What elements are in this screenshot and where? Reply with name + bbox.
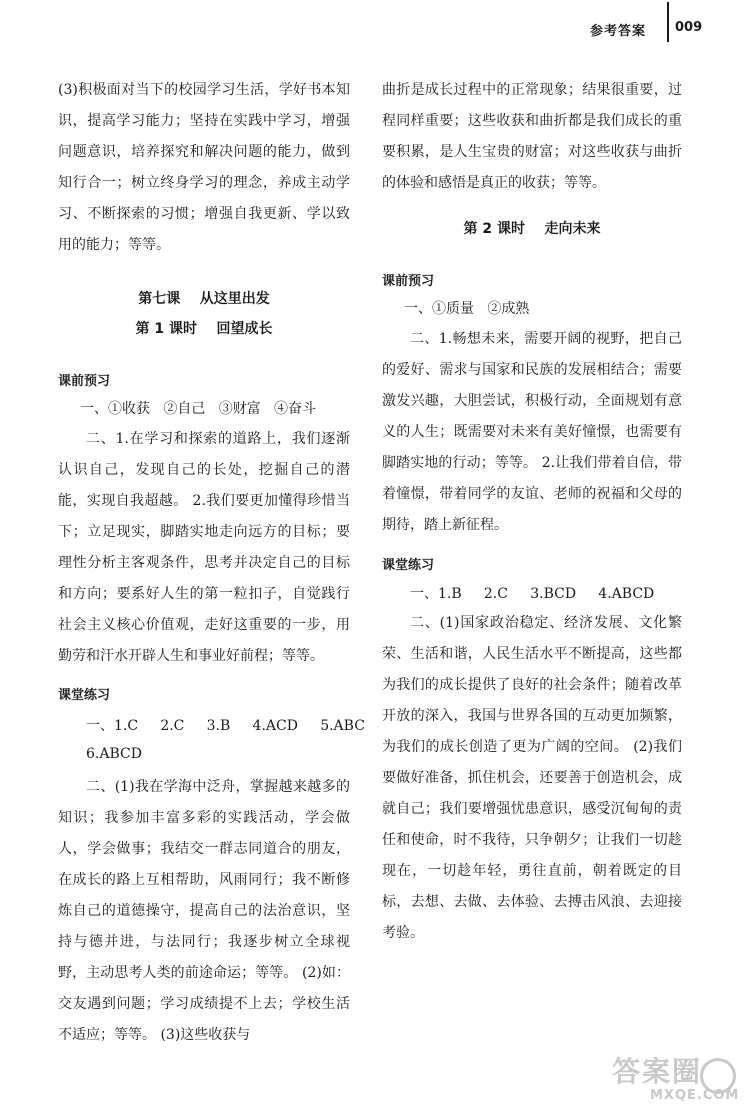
header-divider — [667, 2, 669, 42]
watermark-url: MXQE.COM — [650, 1088, 740, 1103]
right-class-answers-2: 二、(1)国家政治稳定、经济发展、文化繁荣、生活和谐，人民生活水平不断提高，这些都为我们的成长提供了良好的社会条件；随着改革开放的深入，我国与世界各国的互动更加频繁，为我们的成长创造了更为广阔的空间。 (2)我们要做好准备，抓住机会，还要善于创造机会，成就自己；我们要增强忧患意识，感受沉甸甸的责任和使命，时不我待，只争朝夕；让我们一切趁现在，一切趁年轻，勇往直前，朝着既定的目标，去想、去做、去体验、去搏击风浪、去迎接考验。 — [382, 615, 682, 941]
left-class-answers-1: 一、1.C 2.C 3.B 4.ACD 5.ABC — [86, 718, 365, 734]
watermark-text: 答案圈 — [612, 1055, 703, 1088]
right-preview-heading: 课前预习 — [382, 274, 435, 289]
page-number: 009 — [675, 20, 703, 35]
header-title: 参考答案 — [590, 24, 647, 39]
left-class-heading: 课堂练习 — [58, 688, 111, 703]
lesson-title: 第七课 从这里出发 — [138, 291, 270, 307]
session-title-1: 第 1 课时 回望成长 — [135, 321, 273, 337]
left-paragraph-1: (3)积极面对当下的校园学习生活，学好书本知识，提高学习能力；坚持在实践中学习，增强问题意识，培养探究和解决问题的能力，做到知行合一；树立终身学习的理念，养成主动学习、不断探索的习惯；增强自我更新、学以致用的能力；等等。 — [58, 82, 350, 253]
left-class-answers-2: 二、(1)我在学海中泛舟，掌握越来越多的知识；我参加丰富多彩的实践活动，学会做人，学会做事；我结交一群志同道合的朋友，在成长的路上互相帮助，风雨同行；我不断修炼自己的道德操守，提高自己的法治意识，坚持与德并进，与法同行；我逐步树立全球视野，主动思考人类的前途命运；等等。 (2)如：交友遇到问题；学习成绩提不上去；学校生活不适应；等等。 (3)这些收获与 — [58, 779, 350, 1043]
left-preview-heading: 课前预习 — [58, 374, 111, 389]
right-preview-answers-1: 一、①质量 ②成熟 — [404, 301, 530, 317]
right-class-heading: 课堂练习 — [382, 558, 435, 573]
left-preview-answers-2: 二、1.在学习和探索的道路上，我们逐渐认识自己，发现自己的长处，挖掘自己的潜能，实现自我超越。 2.我们要更加懂得珍惜当下；立足现实，脚踏实地走向远方的目标；要理性分析主客观条件，思考并决定自己的目标和方向；要系好人生的第一粒扣子，自觉践行社会主义核心价值观，走好这重要的一步，用勤劳和汗水开辟人生和事业好前程；等等。 — [58, 431, 350, 664]
right-paragraph-1: 曲折是成长过程中的正常现象；结果很重要，过程同样重要；这些收获和曲折都是我们成长的重要积累，是人生宝贵的财富；对这些收获与曲折的体验和感悟是真正的收获；等等。 — [382, 82, 682, 191]
watermark-logo — [612, 1055, 742, 1103]
left-preview-answers-1: 一、①收获 ②自己 ③财富 ④奋斗 — [80, 401, 317, 417]
right-class-answers-1: 一、1.B 2.C 3.BCD 4.ABCD — [410, 586, 655, 602]
right-preview-answers-2: 二、1.畅想未来，需要开阔的视野，把自己的爱好、需求与国家和民族的发展相结合；需要激发兴趣，大胆尝试，积极行动，全面规划有意义的人生；既需要对未来有美好憧憬，也需要有脚踏实地的行动；等等。 2.让我们带着自信，带着憧憬，带着同学的友谊、老师的祝福和父母的期待，踏上新征程。 — [382, 331, 682, 533]
left-class-answers-1b: 6.ABCD — [86, 746, 142, 762]
session-title-2: 第 2 课时 走向未来 — [463, 221, 601, 237]
